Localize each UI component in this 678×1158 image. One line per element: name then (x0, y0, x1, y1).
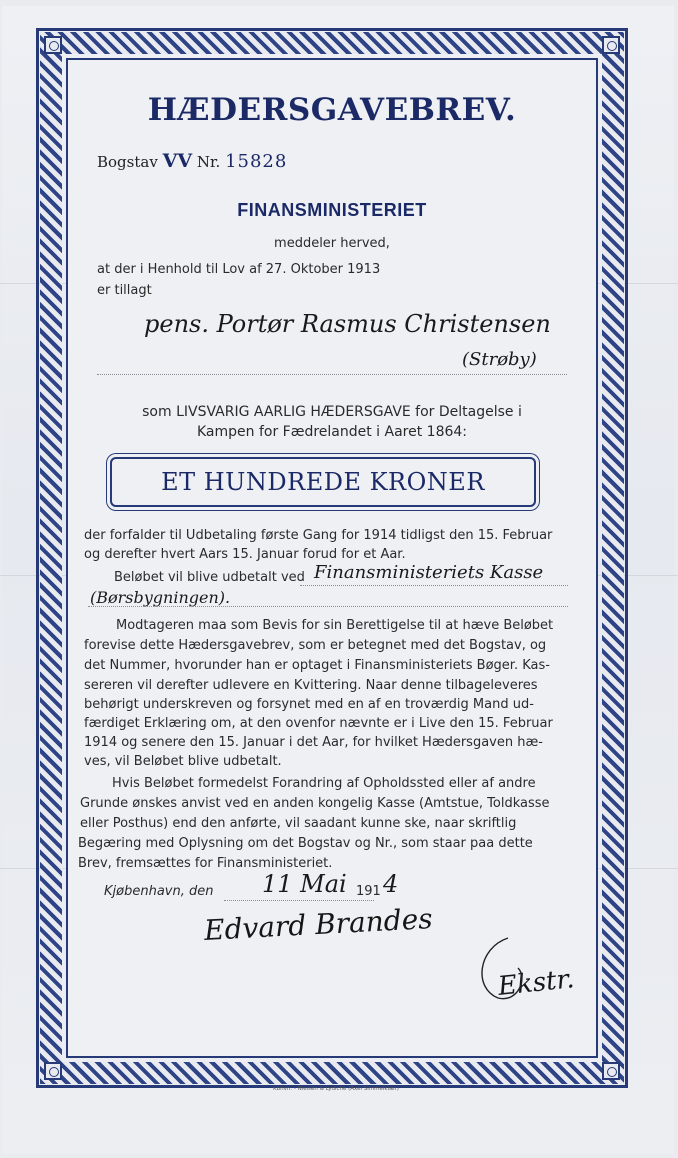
recipient-note-handwritten: (Strøby) (462, 349, 537, 370)
paid-at-label: Beløbet vil blive udbetalt ved (114, 570, 305, 585)
body-line: Modtageren maa som Bevis for sin Berettigelse til at hæve Beløbet (116, 618, 554, 633)
year-prefix: 191 (356, 884, 381, 899)
year-handwritten: 4 (383, 870, 399, 898)
payment-terms-line: og derefter hvert Aars 15. Januar forud for et Aar. (84, 547, 406, 562)
document-title: HÆDERSGAVEBREV. (147, 92, 517, 128)
amount-box: ET HUNDREDE KRONER (110, 457, 536, 507)
body-line: Brev, fremsættes for Finansministeriet. (78, 856, 333, 871)
payment-terms-line: der forfalder til Udbetaling første Gang for 1914 tidligst den 15. Februar (84, 528, 553, 543)
recipient-handwritten: pens. Portør Rasmus Christensen (144, 310, 551, 338)
countersignature: Ekstr. (496, 964, 576, 1002)
paid-at-handwritten: Finansministeriets Kasse (314, 562, 544, 583)
bogstav-label: Bogstav (97, 153, 158, 171)
paid-at-handwritten-continued: (Børsbygningen). (90, 588, 231, 607)
intro-line: at der i Henhold til Lov af 27. Oktober 1913 (97, 262, 381, 277)
body-line: færdiget Erklæring om, at den ovenfor nævnte er i Live den 15. Februar (84, 716, 553, 731)
nr-label: Nr. (196, 153, 221, 171)
ministry-heading: FINANSMINISTERIET (237, 200, 427, 220)
intro-line: er tillagt (97, 283, 152, 298)
paid-at-dotted-line (300, 585, 568, 586)
body-line: behørigt underskreven og forsynet med en af en troværdig Mand ud- (84, 697, 534, 712)
signature-edvard-brandes: Edvard Brandes (203, 902, 434, 947)
body-line: Hvis Beløbet formedelst Forandring af Opholdssted eller af andre (112, 776, 536, 791)
signature-flourish-icon (468, 928, 558, 1008)
date-handwritten: 11 Mai (262, 870, 347, 898)
paid-at-dotted-line (88, 606, 568, 607)
corner-ornament-icon (44, 1062, 62, 1080)
body-line: sereren vil derefter udlevere en Kvittering. Naar denne tilbageleveres (84, 678, 538, 693)
body-line: eller Posthus) end den anførte, vil saadant kunne ske, naar skriftlig (80, 816, 517, 831)
body-line: ves, vil Beløbet blive udbetalt. (84, 754, 282, 769)
corner-ornament-icon (44, 36, 62, 54)
corner-ornament-icon (602, 1062, 620, 1080)
corner-ornament-icon (602, 36, 620, 54)
award-line: som LIVSVARIG AARLIG HÆDERSGAVE for Deltagelse i (142, 404, 522, 420)
place-label: Kjøbenhavn, den (104, 884, 214, 899)
award-line: Kampen for Fædrelandet i Aaret 1864: (196, 424, 468, 440)
recipient-dotted-line (97, 374, 567, 375)
body-line: 1914 og senere den 15. Januar i det Aar, for hvilket Hædersgaven hæ- (84, 735, 543, 750)
body-line: det Nummer, hvorunder han er optaget i Finansministeriets Bøger. Kas- (84, 658, 550, 673)
intro-line: meddeler herved, (274, 236, 390, 251)
body-line: Begæring med Oplysning om det Bogstav og Nr., som staar paa dette (78, 836, 533, 851)
printer-imprint: Kbhvn. - Nielsen & Lydiche (Axel Simmelkiær) (273, 1086, 399, 1092)
bogstav-value: VV (162, 150, 193, 172)
body-line: Grunde ønskes anvist ved en anden kongelig Kasse (Amtstue, Toldkasse (80, 796, 550, 811)
body-line: forevise dette Hædersgavebrev, som er betegnet med det Bogstav, og (84, 638, 547, 653)
bogstav-line (97, 150, 287, 172)
date-dotted-line (224, 900, 374, 901)
nr-value: 15828 (225, 151, 288, 172)
